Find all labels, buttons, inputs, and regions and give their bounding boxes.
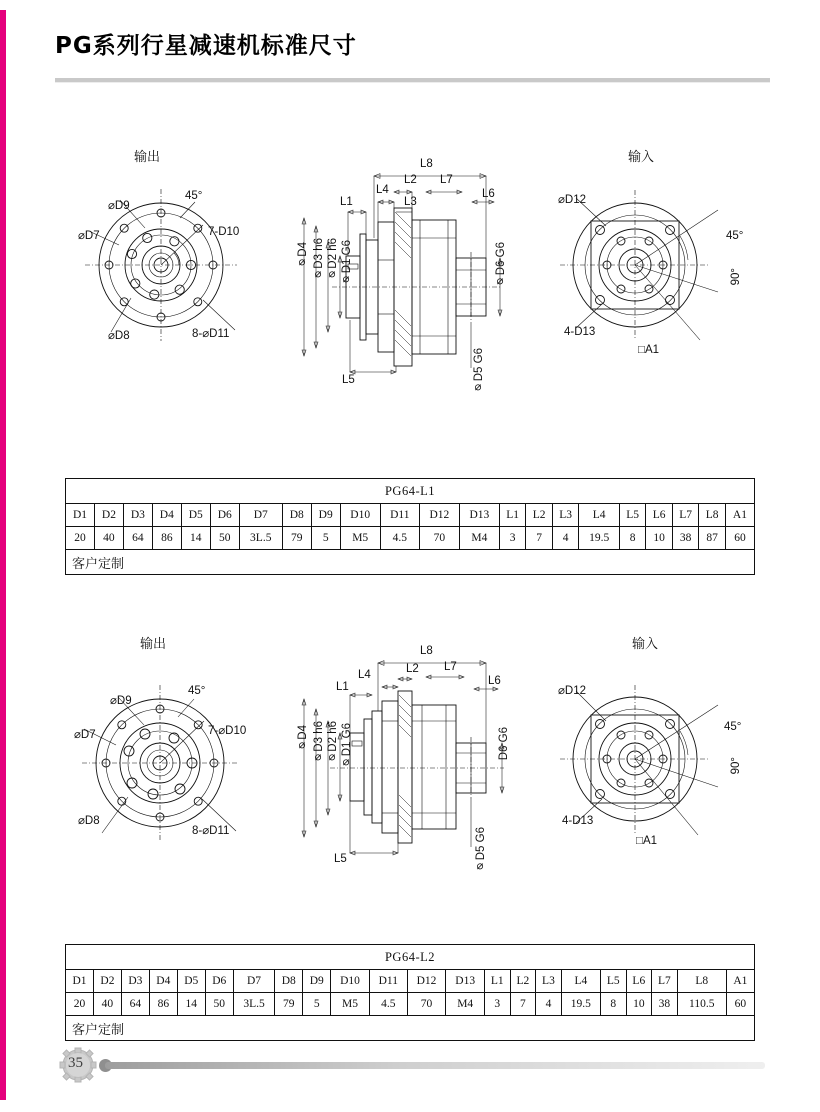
table-cell: 8 <box>619 527 645 550</box>
table-cell: 8 <box>600 993 626 1016</box>
page-title <box>55 26 770 72</box>
table-cell: 40 <box>93 993 121 1016</box>
label-a1-top: □A1 <box>638 344 660 356</box>
label-45deg-right-top: 45° <box>726 230 744 242</box>
table-cell: 86 <box>149 993 177 1016</box>
label-l8-bottom: L8 <box>420 645 433 657</box>
table-header-cell: L7 <box>672 504 698 527</box>
label-l2-top: L2 <box>404 174 417 186</box>
table-header-cell: L8 <box>699 504 725 527</box>
table-cell: 19.5 <box>561 993 600 1016</box>
table-note-row <box>66 550 755 575</box>
table-cell: 4.5 <box>369 993 407 1016</box>
table-cell: M5 <box>331 993 370 1016</box>
label-l1-bottom: L1 <box>336 681 349 693</box>
table-header-cell: D13 <box>446 970 485 993</box>
output-label-top: 输出 <box>134 150 161 165</box>
label-d3h6-bottom: ⌀D3 h6 <box>313 721 325 766</box>
label-d12-top: ⌀D12 <box>558 194 587 206</box>
table-cell: 87 <box>699 527 725 550</box>
label-l4-top: L4 <box>376 184 389 196</box>
table-cell: 20 <box>66 527 95 550</box>
table-cell: 4.5 <box>380 527 419 550</box>
page-title-text: PG系列行星减速机标准尺寸 <box>55 33 357 59</box>
label-l1-top: L1 <box>340 196 353 208</box>
label-d8-top: ⌀D8 <box>108 330 130 342</box>
table-header-cell: L7 <box>652 970 678 993</box>
table-note-row <box>66 1016 755 1041</box>
table-cell: 70 <box>407 993 446 1016</box>
table-cell: 86 <box>152 527 181 550</box>
input-label-top: 输入 <box>628 150 655 165</box>
table-cell: 64 <box>121 993 149 1016</box>
label-d8-bottom: ⌀D8 <box>78 815 100 827</box>
figure-top <box>0 130 820 460</box>
label-l6-top: L6 <box>482 188 495 200</box>
label-4-d13-bottom: 4-D13 <box>562 815 594 827</box>
label-d9-bottom: ⌀D9 <box>110 695 132 707</box>
label-d7-bottom: ⌀D7 <box>74 729 96 741</box>
label-d5g6-bottom: ⌀D5 G6 <box>475 827 487 875</box>
table-cell: 5 <box>303 993 331 1016</box>
table-note: 客户定制 <box>66 1016 755 1041</box>
table-note: 客户定制 <box>66 550 755 575</box>
table-header-cell: L8 <box>677 970 726 993</box>
label-d12-bottom: ⌀D12 <box>558 685 587 697</box>
table-cell: 4 <box>552 527 578 550</box>
table-header-cell: D4 <box>152 504 181 527</box>
label-d6g6-bottom: D6 G6 <box>498 727 510 761</box>
table-cell: 110.5 <box>677 993 726 1016</box>
figure-bottom <box>0 615 820 945</box>
table-title-row <box>66 945 755 970</box>
table-header-cell: L1 <box>485 970 511 993</box>
label-l3-top: L3 <box>404 196 417 208</box>
label-d1g6-top: ⌀D1 G6 <box>341 240 353 288</box>
label-l7-top: L7 <box>440 174 453 186</box>
table-header-cell: L2 <box>526 504 552 527</box>
table-header-cell: D9 <box>311 504 340 527</box>
label-d3h6-top: ⌀D3 h6 <box>313 238 325 283</box>
table-header-cell: L2 <box>510 970 536 993</box>
label-d4-top: ⌀D4 <box>297 242 309 271</box>
table-header-cell: L4 <box>579 504 620 527</box>
table-cell: 20 <box>66 993 94 1016</box>
table-header-cell: D13 <box>459 504 499 527</box>
table-cell: 70 <box>419 527 459 550</box>
label-8-d11-bottom: 8-⌀D11 <box>192 825 230 837</box>
table-cell: 3L.5 <box>239 527 282 550</box>
table-cell: 79 <box>282 527 311 550</box>
table-header-cell: D11 <box>369 970 407 993</box>
table-header-cell: D11 <box>380 504 419 527</box>
label-45deg-left-top: 45° <box>185 190 203 202</box>
label-90deg-top: 90° <box>730 268 742 286</box>
table-cell: M4 <box>459 527 499 550</box>
label-d2h6-top: ⌀D2 h6 <box>327 238 339 283</box>
label-l5-top: L5 <box>342 374 355 386</box>
table-header-cell: D10 <box>340 504 380 527</box>
table-header-cell: D8 <box>282 504 311 527</box>
page-footer <box>55 1048 770 1082</box>
label-45deg-right-bottom: 45° <box>724 721 742 733</box>
table-header-cell: L1 <box>499 504 525 527</box>
label-d5g6-top: ⌀D5 G6 <box>473 348 485 396</box>
table-header-cell: D10 <box>331 970 370 993</box>
input-label-bottom: 输入 <box>632 637 659 652</box>
page-number: 35 <box>68 1055 83 1071</box>
table-cell: 10 <box>626 993 652 1016</box>
label-d6g6-top: ⌀D6 G6 <box>495 242 507 290</box>
table-header-cell: D2 <box>94 504 123 527</box>
table-header-cell: D3 <box>121 970 149 993</box>
table-header-cell: L6 <box>626 970 652 993</box>
table-header-cell: D7 <box>233 970 275 993</box>
table-header-cell: L4 <box>561 970 600 993</box>
table-header-cell: D1 <box>66 504 95 527</box>
table-cell: M5 <box>340 527 380 550</box>
footer-bar <box>105 1062 765 1069</box>
table-cell: 79 <box>275 993 303 1016</box>
table-header-cell: D6 <box>205 970 233 993</box>
label-l2-bottom: L2 <box>406 663 419 675</box>
label-d1g6-bottom: ⌀D1 G6 <box>341 723 353 771</box>
table-header-cell: D12 <box>419 504 459 527</box>
table-header-cell: D4 <box>149 970 177 993</box>
table-cell: 5 <box>311 527 340 550</box>
table-cell: 3 <box>485 993 511 1016</box>
table-header-cell: L5 <box>600 970 626 993</box>
label-d9-top: ⌀D9 <box>108 200 130 212</box>
label-d7-top: ⌀D7 <box>78 230 100 242</box>
output-flange-view-bottom <box>70 667 280 862</box>
table-row <box>66 527 755 550</box>
table-cell: 40 <box>94 527 123 550</box>
label-l5-bottom: L5 <box>334 853 347 865</box>
output-flange-view-top <box>75 170 275 360</box>
output-label-bottom: 输出 <box>140 637 167 652</box>
table-cell: 14 <box>181 527 210 550</box>
table-header-row <box>66 970 755 993</box>
table-cell: 7 <box>526 527 552 550</box>
label-l7-bottom: L7 <box>444 661 457 673</box>
table-header-cell: D6 <box>210 504 239 527</box>
table-header-cell: D5 <box>181 504 210 527</box>
table-cell: 38 <box>652 993 678 1016</box>
table-header-cell: D2 <box>93 970 121 993</box>
table-cell: 38 <box>672 527 698 550</box>
label-l4-bottom: L4 <box>358 669 371 681</box>
table-header-cell: L5 <box>619 504 645 527</box>
label-4-d13-top: 4-D13 <box>564 326 596 338</box>
table-cell: 64 <box>123 527 152 550</box>
label-90deg-bottom: 90° <box>730 757 742 775</box>
table-title: PG64-L1 <box>66 479 755 504</box>
table-row <box>66 993 755 1016</box>
table-header-cell: D5 <box>177 970 205 993</box>
table-cell: 3L.5 <box>233 993 275 1016</box>
label-7-d10-top: 7-D10 <box>208 226 240 238</box>
label-l6-bottom: L6 <box>488 675 501 687</box>
table-cell: 60 <box>726 993 754 1016</box>
table-cell: 3 <box>499 527 525 550</box>
table-header-cell: D3 <box>123 504 152 527</box>
label-l8-top: L8 <box>420 158 433 170</box>
table-pg64-l1 <box>65 478 755 575</box>
table-cell: 19.5 <box>579 527 620 550</box>
table-header-cell: D9 <box>303 970 331 993</box>
label-8-d11-top: 8-⌀D11 <box>192 328 230 340</box>
label-7-d10-bottom: 7-⌀D10 <box>208 725 247 737</box>
label-d2h6-bottom: ⌀D2 h6 <box>327 721 339 766</box>
table-header-cell: D7 <box>239 504 282 527</box>
table-header-row <box>66 504 755 527</box>
table-cell: 10 <box>646 527 672 550</box>
table-cell: 14 <box>177 993 205 1016</box>
title-divider <box>55 78 770 82</box>
table-cell: 4 <box>536 993 562 1016</box>
table-cell: 50 <box>210 527 239 550</box>
table-header-cell: L6 <box>646 504 672 527</box>
table-cell: 7 <box>510 993 536 1016</box>
table-header-cell: L3 <box>536 970 562 993</box>
table-cell: 60 <box>725 527 754 550</box>
table-header-cell: D1 <box>66 970 94 993</box>
table-header-cell: A1 <box>725 504 754 527</box>
table-header-cell: L3 <box>552 504 578 527</box>
table-header-cell: A1 <box>726 970 754 993</box>
table-header-cell: D8 <box>275 970 303 993</box>
table-cell: M4 <box>446 993 485 1016</box>
table-title-row <box>66 479 755 504</box>
label-a1-bottom: □A1 <box>636 835 658 847</box>
label-d4-bottom: ⌀D4 <box>297 725 309 754</box>
table-header-cell: D12 <box>407 970 446 993</box>
table-cell: 50 <box>205 993 233 1016</box>
input-flange-view-bottom <box>540 671 760 856</box>
label-45deg-left-bottom: 45° <box>188 685 206 697</box>
table-title: PG64-L2 <box>66 945 755 970</box>
table-pg64-l2 <box>65 944 755 1041</box>
